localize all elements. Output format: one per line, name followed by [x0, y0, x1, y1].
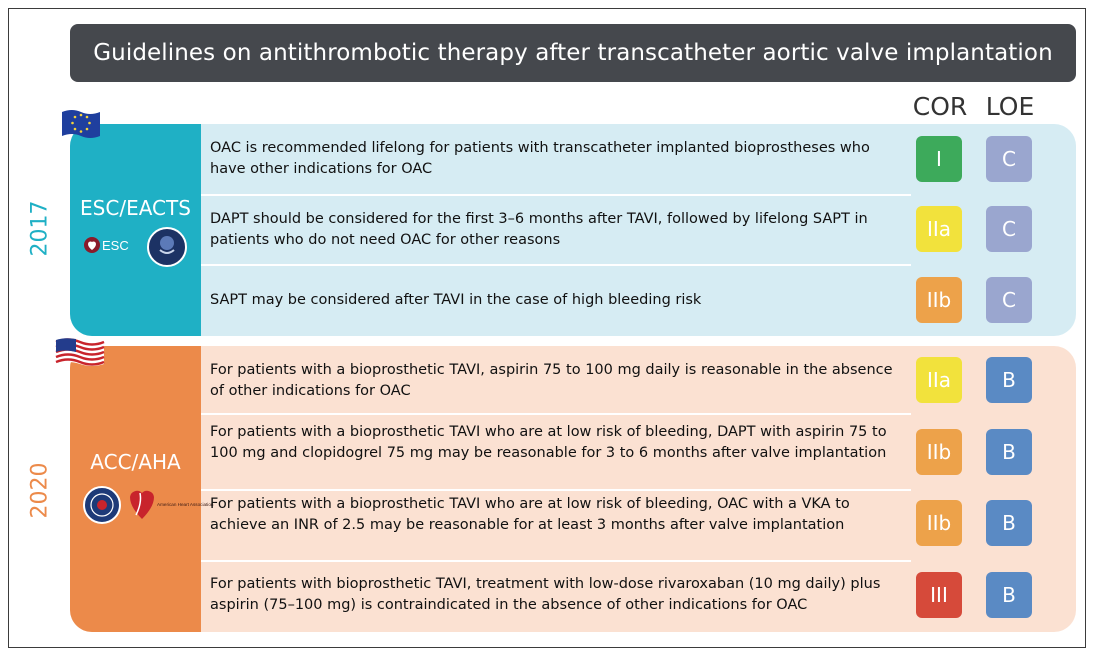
eacts-logo-icon	[146, 226, 188, 268]
loe-header: LOE	[985, 92, 1035, 121]
loe-badge: B	[986, 500, 1032, 546]
loe-badge: B	[986, 357, 1032, 403]
esc-logo-icon	[82, 233, 138, 257]
loe-badge: B	[986, 572, 1032, 618]
acc-recommendation-1: For patients with a bioprosthetic TAVI, aspirin 75 to 100 mg daily is reasonable in the absence of other indications for OAC	[210, 362, 893, 399]
acc-year: 2020	[27, 462, 53, 519]
acc-recommendation-4: For patients with bioprosthetic TAVI, treatment with low-dose rivaroxaban (10 mg daily) plus aspirin (75–100 mg) is contraindicated in the absence of other indications for OAC	[210, 576, 881, 613]
esc-recommendation-2: DAPT should be considered for the first 3–6 months after TAVI, followed by lifelong SAPT in patients who do not need OAC for other reasons	[210, 211, 868, 248]
cor-badge: IIb	[916, 429, 962, 475]
esc-org-name: ESC/EACTS	[80, 196, 191, 220]
esc-row-separator	[201, 194, 911, 196]
esc-recommendation-3: SAPT may be considered after TAVI in the case of high bleeding risk	[210, 292, 702, 308]
figure-title: Guidelines on antithrombotic therapy after transcatheter aortic valve implantation	[70, 24, 1076, 82]
svg-text:American Heart Association	[157, 502, 214, 507]
esc-recommendation-1: OAC is recommended lifelong for patients with transcatheter implanted bioprostheses who have other indications for OAC	[210, 140, 870, 177]
acc-row-separator	[201, 413, 911, 415]
eu-flag-icon	[60, 106, 102, 142]
cor-badge: IIb	[916, 277, 962, 323]
loe-badge: C	[986, 136, 1032, 182]
esc-row-separator	[201, 264, 911, 266]
acc-recommendation-2: For patients with a bioprosthetic TAVI who are at low risk of bleeding, DAPT with aspirin 75 to 100 mg and clopidogrel 75 mg may be reasonable for 3 to 6 months after valve implantation	[210, 424, 887, 461]
cor-badge: I	[916, 136, 962, 182]
aha-logo-text: American Heart Association	[157, 502, 214, 507]
cor-badge: III	[916, 572, 962, 618]
cor-header: COR	[912, 92, 968, 121]
acc-recommendation-3: For patients with a bioprosthetic TAVI who are at low risk of bleeding, OAC with a VKA to achieve an INR of 2.5 may be reasonable for at least 3 months after valve implantation	[210, 496, 850, 533]
acc-org-name: ACC/AHA	[90, 450, 181, 474]
aha-logo-icon	[126, 485, 214, 525]
acc-row-separator	[201, 489, 911, 491]
us-flag-icon	[54, 334, 106, 368]
acc-logo-icon	[82, 485, 122, 525]
loe-badge: C	[986, 277, 1032, 323]
cor-badge: IIa	[916, 206, 962, 252]
cor-badge: IIb	[916, 500, 962, 546]
loe-badge: B	[986, 429, 1032, 475]
acc-row-separator	[201, 560, 911, 562]
loe-badge: C	[986, 206, 1032, 252]
esc-year: 2017	[27, 200, 53, 257]
cor-badge: IIa	[916, 357, 962, 403]
esc-logo-text: ESC	[102, 238, 129, 253]
